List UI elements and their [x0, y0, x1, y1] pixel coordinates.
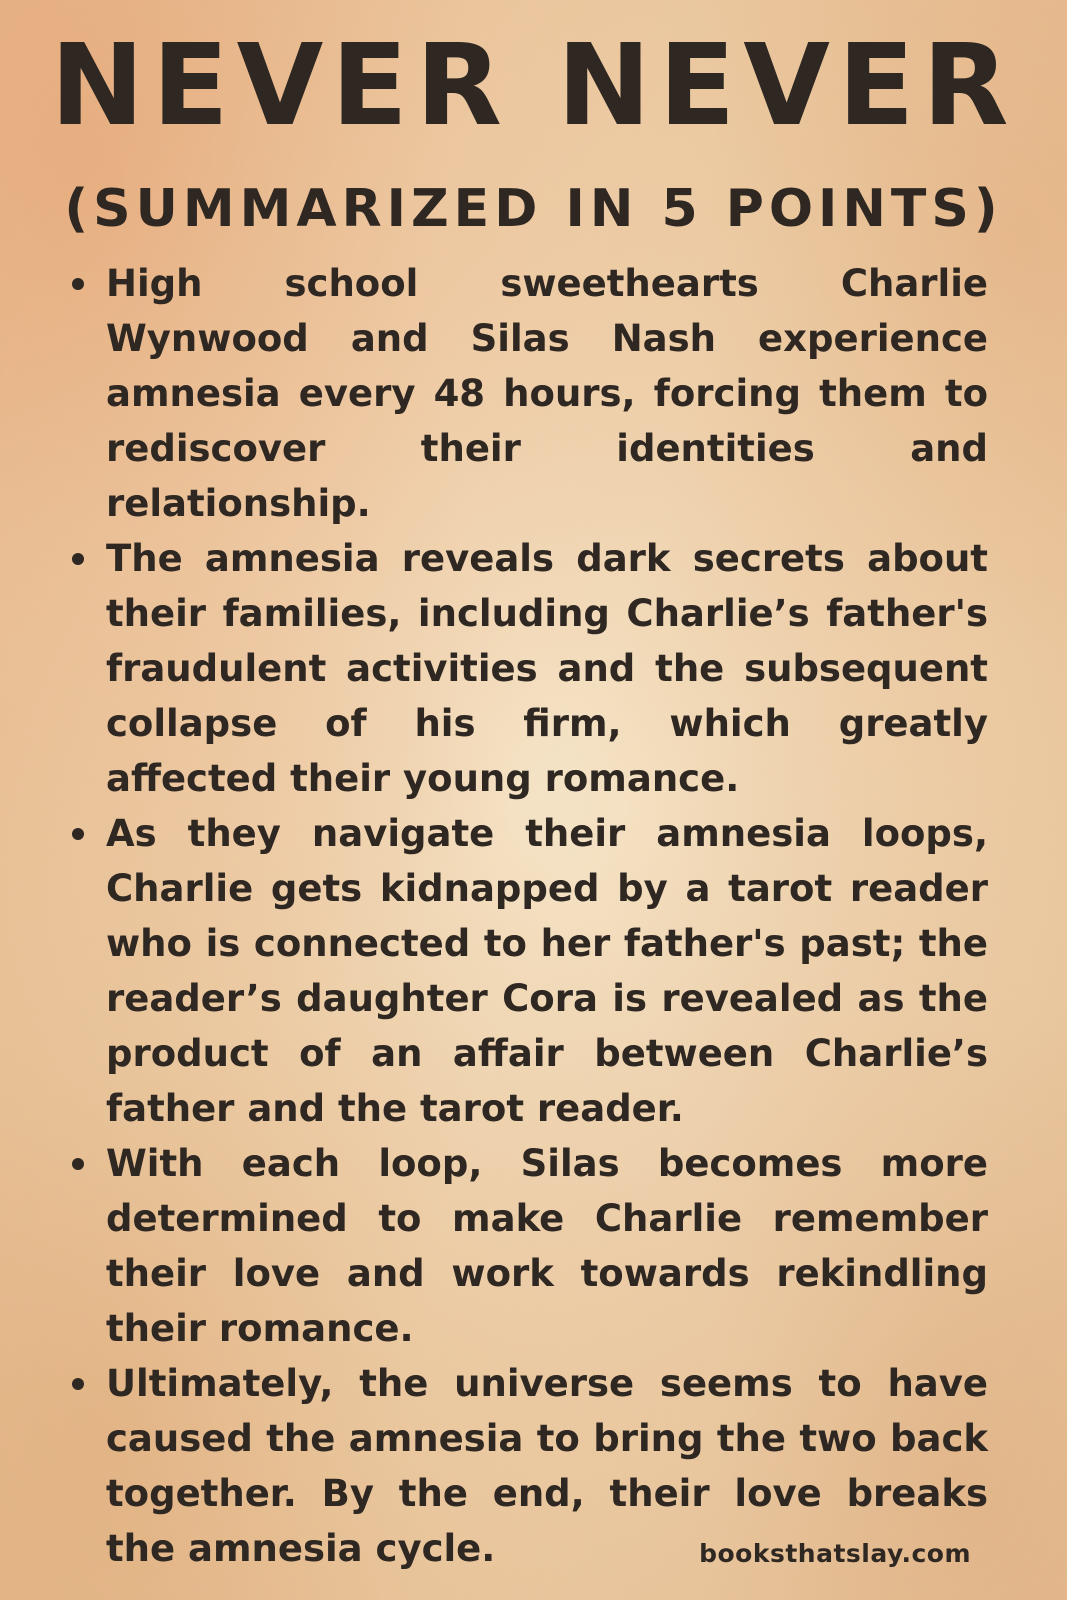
summary-point-3: As they navigate their amnesia loops, Charlie gets kidnapped by a tarot reader who is connected to her father's past; the reader’s daughter Cora is revealed as the product of an affair between Charlie’s father and the tarot reader.: [106, 806, 988, 1136]
poster-subtitle: (SUMMARIZED IN 5 POINTS): [64, 179, 1003, 239]
summary-point-5: Ultimately, the universe seems to have caused the amnesia to bring the two back together. By the end, their love breaks the amnesia cycle.: [106, 1356, 988, 1576]
summary-point-2: The amnesia reveals dark secrets about their families, including Charlie’s father's fraudulent activities and the subsequent collapse of his firm, which greatly affected their young romance.: [106, 531, 988, 806]
source-website: booksthatslay.com: [699, 1539, 971, 1568]
summary-point-1: High school sweethearts Charlie Wynwood and Silas Nash experience amnesia every 48 hours, forcing them to rediscover their identities and relationship.: [106, 256, 988, 531]
poster-title: NEVER NEVER: [50, 21, 1017, 151]
summary-point-4: With each loop, Silas becomes more determined to make Charlie remember their love and work towards rekindling their romance.: [106, 1136, 988, 1356]
summary-points-list: [68, 256, 988, 1576]
